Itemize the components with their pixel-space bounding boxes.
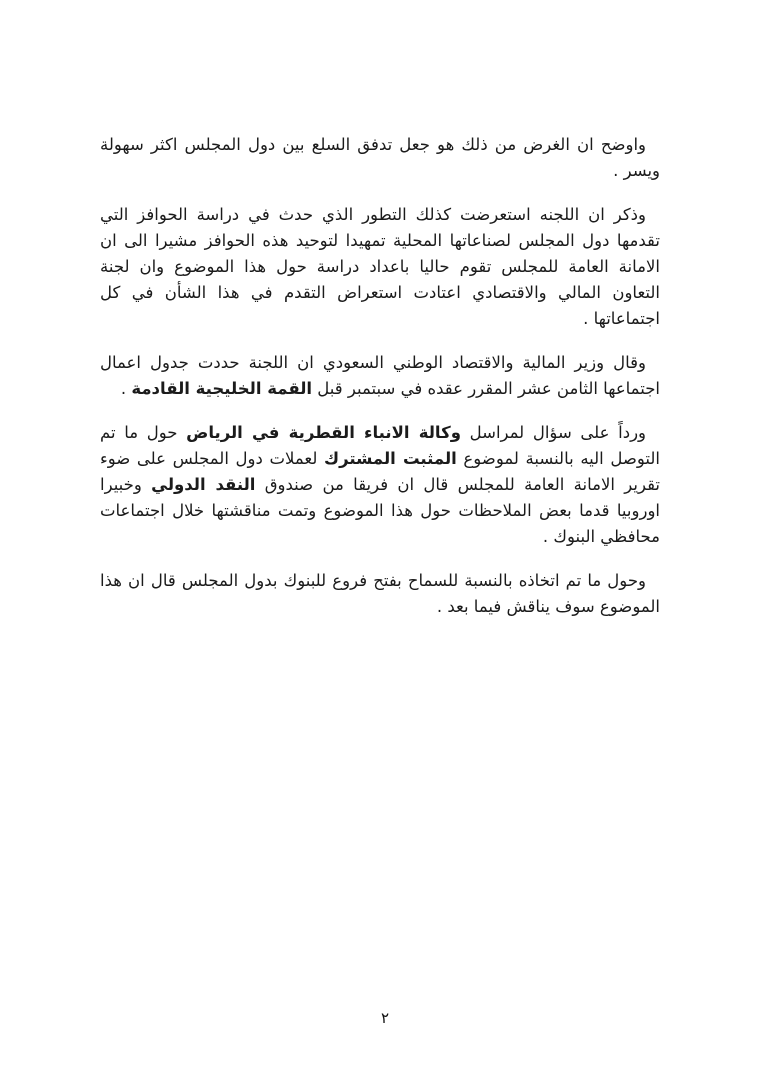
- text-segment: واوضح ان الغرض من ذلك هو جعل تدفق السلع بين دول المجلس اكثر سهولة ويسر .: [100, 135, 660, 180]
- text-segment: وحول ما تم اتخاذه بالنسبة للسماح بفتح فروع للبنوك بدول المجلس قال ان هذا الموضوع سوف يناقش فيما بعد .: [100, 571, 660, 616]
- paragraph-currency-peg: [100, 420, 660, 550]
- paragraph-goods-flow: [100, 132, 660, 184]
- emphasized-text-imf: النقد الدولي: [151, 475, 256, 494]
- text-segment: وقال وزير المالية والاقتصاد الوطني السعودي ان اللجنة حددت جدول اعمال اجتماعها الثامن عشر المقرر عقده في سبتمبر قبل: [100, 353, 660, 398]
- paragraph-incentives-study: [100, 202, 660, 332]
- text-segment: حول ما تم التوصل اليه بالنسبة لموضوع: [100, 423, 661, 468]
- text-segment: .: [120, 379, 132, 398]
- paragraph-agenda-summit: [100, 350, 660, 402]
- document-body: [100, 132, 660, 638]
- emphasized-text-gulf-summit: القمة الخليجية القادمة: [131, 379, 313, 398]
- text-segment: ورداً على سؤال لمراسل: [460, 423, 647, 442]
- page-number: ٢: [380, 1009, 390, 1027]
- page-footer: [0, 1006, 770, 1030]
- text-segment: وخبيرا اوروبيا قدما بعض الملاحظات حول هذا الموضوع وتمت مناقشتها خلال اجتماعات محافظي البنوك .: [100, 475, 660, 546]
- emphasized-text-qatar-news-agency: وكالة الانباء القطرية في الرياض: [186, 423, 461, 442]
- text-segment: لعملات دول المجلس على ضوء تقرير الامانة العامة للمجلس قال ان فريقا من صندوق: [100, 449, 661, 494]
- paragraph-bank-branches: [100, 568, 660, 620]
- text-segment: وذكر ان اللجنه استعرضت كذلك التطور الذي حدث في دراسة الحوافز التي تقدمها دول المجلس لصناعاتها المحلية تمهيدا لتوحيد هذه الحوافز مشيرا الى ان الامانة العامة للمجلس تقوم حاليا باعداد دراسة حول هذا الموضوع وان لجنة التعاون المالي والاقتصادي اعتادت استعراض التقدم في هذا الشأن في كل اجتماعاتها .: [100, 205, 660, 328]
- emphasized-text-common-peg: المثبت المشترك: [324, 449, 457, 468]
